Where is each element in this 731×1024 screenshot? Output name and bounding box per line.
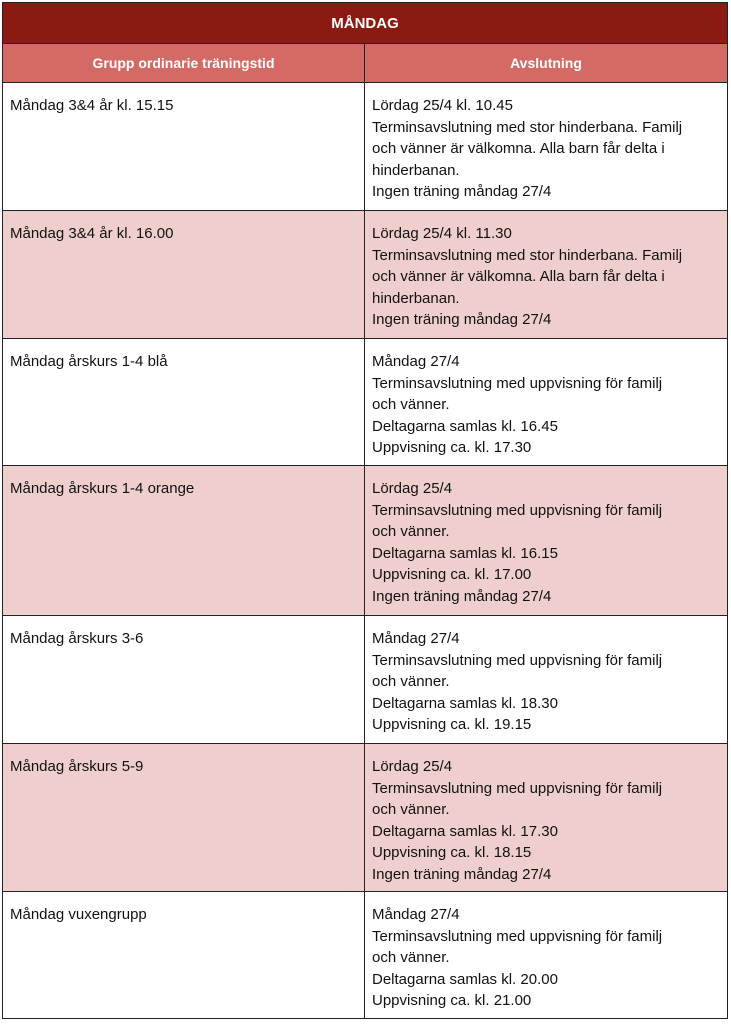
- end-line: hinderbanan.: [372, 161, 460, 179]
- end-cell: [365, 466, 728, 616]
- end-line: Terminsavslutning med uppvisning för familj: [372, 927, 663, 945]
- schedule-table: [2, 2, 728, 1019]
- end-line: Deltagarna samlas kl. 17.30: [372, 822, 558, 840]
- group-label: Måndag årskurs 1-4 orange: [10, 480, 195, 497]
- table-row: [3, 339, 728, 466]
- end-line: och vänner är välkomna. Alla barn får delta i: [372, 140, 665, 157]
- end-line: Ingen träning måndag 27/4: [372, 183, 552, 200]
- end-line: Terminsavslutning med uppvisning för familj: [372, 501, 663, 519]
- end-line: Måndag 27/4: [372, 353, 460, 370]
- end-line: Uppvisning ca. kl. 17.30: [372, 439, 532, 456]
- end-line: Lördag 25/4 kl. 11.30: [372, 225, 512, 242]
- end-line: och vänner.: [372, 949, 450, 966]
- group-cell: [3, 339, 365, 466]
- end-line: hinderbanan.: [372, 289, 460, 307]
- end-line: Uppvisning ca. kl. 21.00: [372, 992, 532, 1009]
- table-title: MÅNDAG: [3, 3, 728, 44]
- end-line: Uppvisning ca. kl. 17.00: [372, 566, 532, 583]
- end-cell: [365, 211, 728, 339]
- group-cell: [3, 466, 365, 616]
- end-line: Lördag 25/4 kl. 10.45: [372, 97, 513, 114]
- end-line: Ingen träning måndag 27/4: [372, 865, 552, 883]
- end-line: Terminsavslutning med stor hinderbana. Familj: [372, 118, 683, 136]
- end-line: Lördag 25/4: [372, 758, 453, 775]
- end-line: Terminsavslutning med uppvisning för familj: [372, 374, 663, 392]
- end-line: och vänner är välkomna. Alla barn får delta i: [372, 268, 665, 285]
- table-row: [3, 211, 728, 339]
- group-label: Måndag 3&4 år kl. 16.00: [10, 225, 174, 242]
- group-cell: [3, 211, 365, 339]
- group-label: Måndag 3&4 år kl. 15.15: [10, 97, 174, 114]
- end-line: Deltagarna samlas kl. 16.45: [372, 417, 558, 435]
- end-line: Deltagarna samlas kl. 18.30: [372, 694, 558, 712]
- group-label: Måndag vuxengrupp: [10, 906, 147, 923]
- end-cell: [365, 744, 728, 892]
- group-label: Måndag årskurs 3-6: [10, 630, 144, 647]
- end-cell: [365, 892, 728, 1019]
- table-row: [3, 892, 728, 1019]
- column-header-end: Avslutning: [365, 44, 728, 83]
- table-row: [3, 616, 728, 744]
- group-label: Måndag årskurs 1-4 blå: [10, 353, 168, 370]
- end-line: och vänner.: [372, 523, 450, 540]
- end-line: Deltagarna samlas kl. 16.15: [372, 544, 558, 562]
- end-line: Terminsavslutning med uppvisning för familj: [372, 779, 663, 797]
- group-cell: [3, 616, 365, 744]
- end-line: Uppvisning ca. kl. 19.15: [372, 716, 532, 733]
- end-line: och vänner.: [372, 801, 450, 818]
- end-cell: [365, 339, 728, 466]
- end-cell: [365, 83, 728, 211]
- group-cell: [3, 892, 365, 1019]
- group-label: Måndag årskurs 5-9: [10, 758, 144, 775]
- end-line: och vänner.: [372, 396, 450, 413]
- end-line: Måndag 27/4: [372, 630, 460, 647]
- table-row: [3, 466, 728, 616]
- end-line: och vänner.: [372, 673, 450, 690]
- group-cell: [3, 744, 365, 892]
- end-cell: [365, 616, 728, 744]
- end-line: Terminsavslutning med uppvisning för familj: [372, 651, 663, 669]
- table-row: [3, 83, 728, 211]
- column-header-group: Grupp ordinarie träningstid: [3, 44, 365, 83]
- end-line: Ingen träning måndag 27/4: [372, 311, 552, 328]
- end-line: Deltagarna samlas kl. 20.00: [372, 970, 558, 988]
- table-row: [3, 744, 728, 892]
- end-line: Lördag 25/4: [372, 480, 453, 497]
- end-line: Ingen träning måndag 27/4: [372, 587, 552, 605]
- group-cell: [3, 83, 365, 211]
- end-line: Måndag 27/4: [372, 906, 460, 923]
- end-line: Terminsavslutning med stor hinderbana. Familj: [372, 246, 683, 264]
- end-line: Uppvisning ca. kl. 18.15: [372, 844, 532, 861]
